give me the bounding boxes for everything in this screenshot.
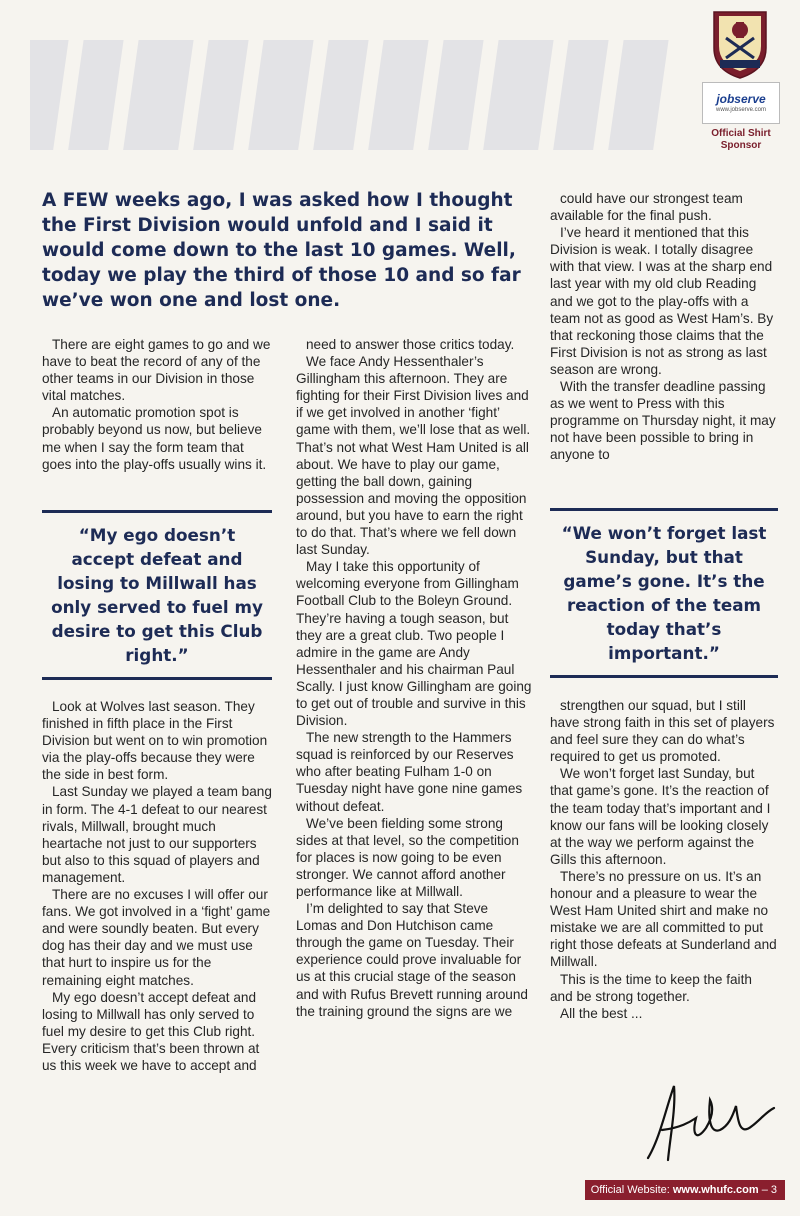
paragraph: The new strength to the Hammers squad is reinforced by our Reserves who after beating Fulham 1-0 on Tuesday night have gone nine games without defeat.	[296, 730, 523, 814]
paragraph: We’ve been fielding some strong sides at that level, so the competition for places is now going to be even stronger. We cannot afford another performance like at Millwall.	[296, 815, 519, 899]
pull-quote-1-text: “My ego doesn’t accept defeat and losing to Millwall has only served to fuel my desire to get this Club right.”	[51, 525, 263, 665]
paragraph: need to answer those critics today.	[306, 337, 515, 352]
paragraph: This is the time to keep the faith and be strong together.	[550, 971, 752, 1004]
page-number: – 3	[761, 1184, 777, 1196]
column-2	[296, 336, 532, 1020]
paragraph: All the best ...	[560, 1005, 643, 1021]
footer-label: Official Website:	[590, 1184, 670, 1196]
sponsor-logo	[702, 82, 780, 124]
club-crest-icon	[700, 8, 780, 80]
paragraph: There’s no pressure on us. It’s an honour and a pleasure to wear the West Ham United shirt and make no mistake we are all committed to put right those defeats at Sunderland and Millwall.	[550, 868, 777, 970]
column-3-top	[550, 190, 778, 464]
intro-paragraph: A FEW weeks ago, I was asked how I thought the First Division would unfold and I said it would come down to the last 10 games. Well, today we play the third of those 10 and so far we’ve won one and lost one.	[42, 190, 521, 311]
paragraph: I’m delighted to say that Steve Lomas and Don Hutchison came through the game on Tuesday. Their experience could prove invaluable for us at this crucial stage of the season and with Rufus Brevett running around the training ground the signs are we	[296, 901, 528, 1019]
paragraph: could have our strongest team available for the final push.	[550, 191, 743, 224]
sponsor-caption-line-1: Official Shirt	[711, 128, 771, 139]
paragraph: An automatic promotion spot is probably beyond us now, but believe me when I say the form team that goes into the play-offs usually wins it.	[42, 405, 267, 472]
pull-quote-2	[550, 508, 778, 678]
pull-quote-1	[42, 510, 272, 680]
paragraph: Last Sunday we played a team bang in form. The 4-1 defeat to our nearest rivals, Millwall, brought much heartache not just to our supporters but also to this squad of players and management.	[42, 784, 272, 885]
paragraph: strengthen our squad, but I still have strong faith in this set of players and feel sure they can do what’s required to get us promoted.	[550, 698, 775, 765]
footer-bar	[585, 1180, 785, 1200]
paragraph: I’ve heard it mentioned that this Division is weak. I totally disagree with that view. I was at the sharp end last year with my old club Reading and we got to the play-offs with a team not as good as West Ham’s. By that reckoning those claims that the First Division is not as strong as last season are wrong.	[550, 225, 774, 377]
paragraph: There are eight games to go and we have to beat the record of any of the other teams in our Division in those vital matches.	[42, 337, 271, 404]
paragraph: My ego doesn’t accept defeat and losing to Millwall has only served to fuel my desire to get this Club right. Every criticism that’s been thrown at us this week we have to accept and	[42, 989, 260, 1073]
sponsor-caption	[698, 128, 784, 152]
paragraph: There are no excuses I will offer our fans. We got involved in a ‘fight’ game and were soundly beaten. But every dog has their day and we must use that hurt to inspire us for the remaining eight matches.	[42, 887, 271, 988]
column-1-bottom	[42, 698, 274, 1074]
faded-heading-graphic	[30, 30, 680, 170]
paragraph: With the transfer deadline passing as we went to Press with this programme on Thursday night, it may not have been possible to bring in anyone to	[550, 379, 776, 463]
pull-quote-2-text: “We won’t forget last Sunday, but that game’s gone. It’s the reaction of the team today that’s important.”	[561, 523, 767, 663]
footer-url[interactable]: www.whufc.com	[672, 1184, 759, 1196]
column-3-bottom	[550, 697, 778, 1022]
paragraph: May I take this opportunity of welcoming everyone from Gillingham Football Club to the Boleyn Ground. They’re having a tough season, but they are a great club. Two people I admire in the game are Andy Hessenthaler and his chairman Paul Scally. I just know Gillingham are going to get out of trouble and survive in this Division.	[296, 559, 532, 729]
sponsor-url: www.jobserve.com	[715, 106, 766, 113]
paragraph: We won’t forget last Sunday, but that game’s gone. It’s the reaction of the team today that’s important and I know our fans will be looking closely at the way we perform against the Gills this afternoon.	[550, 766, 771, 867]
signature-graphic	[640, 1078, 780, 1168]
sponsor-caption-line-2: Sponsor	[720, 140, 762, 151]
column-1-top	[42, 336, 274, 473]
sponsor-name: jobserve	[716, 91, 766, 106]
paragraph: We face Andy Hessenthaler’s Gillingham this afternoon. They are fighting for their First Division lives and if we get involved in another ‘fight’ game with them, we’ll lose that as well. That’s not what West Ham United is all about. We have to play our game, getting the ball down, gaining possession and moving the opposition around, but you have to earn the right to do that. That’s where we fell down last Sunday.	[296, 354, 531, 558]
paragraph: Look at Wolves last season. They finished in fifth place in the First Division but went on to win promotion via the play-offs because they were the side in best form.	[42, 699, 268, 783]
